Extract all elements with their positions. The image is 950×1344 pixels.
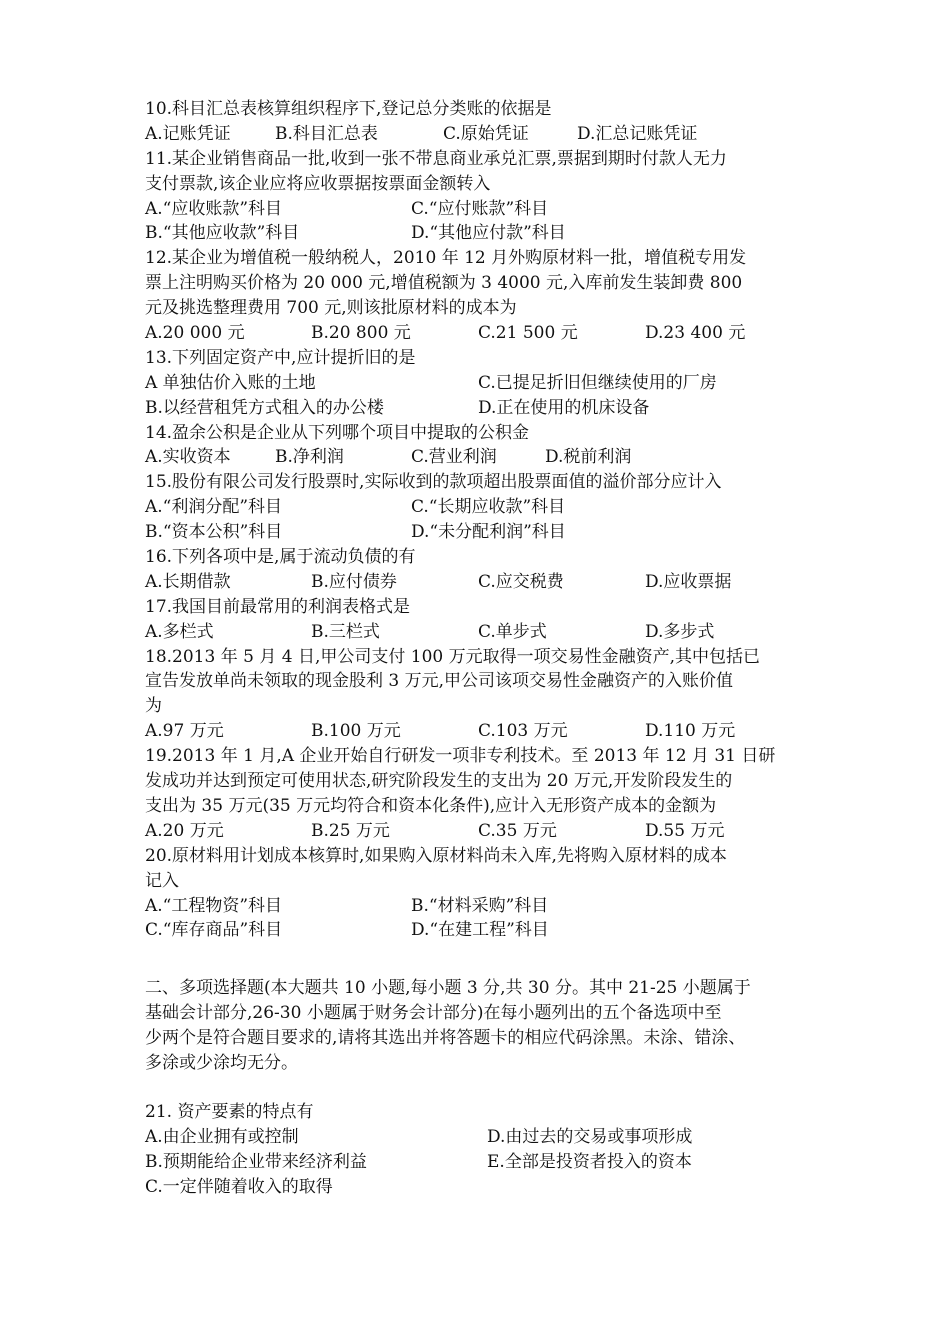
question-13-options-row-1	[145, 371, 815, 396]
question-19-stem-line-1: 19.2013 年 1 月,A 企业开始自行研发一项非专利技术。至 2013 年 12 月 31 日研	[145, 746, 776, 767]
question-11-stem-line-2: 支付票款,该企业应将应收票据按票面金额转入	[145, 173, 491, 194]
option-d: D.汇总记账凭证	[577, 123, 698, 144]
option-b: B.“其他应收款”科目	[145, 223, 300, 244]
section-gap	[145, 1076, 815, 1100]
option-d: D.正在使用的机床设备	[478, 397, 650, 418]
question-20-options-row-2	[145, 918, 815, 943]
question-21-stem: 21. 资产要素的特点有	[145, 1101, 314, 1122]
option-a: A.“利润分配”科目	[145, 497, 283, 518]
option-b: B.三栏式	[311, 621, 380, 642]
question-21-options-row-2	[145, 1150, 815, 1175]
question-15-stem: 15.股份有限公司发行股票时,实际收到的款项超出股票面值的溢价部分应计入	[145, 472, 722, 493]
option-d: D.“其他应付款”科目	[411, 223, 566, 244]
option-a: A.“应收账款”科目	[145, 198, 283, 219]
question-18-stem-line-1: 18.2013 年 5 月 4 日,甲公司支付 100 万元取得一项交易性金融资产,其中包括已	[145, 646, 761, 667]
option-d: D.“在建工程”科目	[411, 920, 549, 941]
option-c: C.35 万元	[478, 820, 557, 841]
option-a: A.实收资本	[145, 447, 231, 468]
section-2-heading-line-3: 少两个是符合题目要求的,请将其选出并将答题卡的相应代码涂黑。未涂、错涂、	[145, 1028, 746, 1049]
question-12-options	[145, 321, 815, 346]
option-d: D.多步式	[645, 621, 715, 642]
question-15-options-row-1	[145, 495, 815, 520]
option-a: A.多栏式	[145, 621, 214, 642]
option-e: E.全部是投资者投入的资本	[487, 1151, 692, 1172]
question-18-stem-line-2: 宣告发放单尚未领取的现金股利 3 万元,甲公司该项交易性金融资产的入账价值	[145, 671, 734, 692]
question-20-stem-line-2: 记入	[145, 870, 179, 891]
option-a: A.长期借款	[145, 571, 231, 592]
section-2-heading-line-1: 二、多项选择题(本大题共 10 小题,每小题 3 分,共 30 分。其中 21-25 小题属于	[145, 978, 751, 999]
question-20-options-row-1	[145, 894, 815, 919]
option-d: D.110 万元	[645, 721, 736, 742]
option-b: B.科目汇总表	[275, 123, 378, 144]
option-c: C.单步式	[478, 621, 547, 642]
question-15-options-row-2	[145, 520, 815, 545]
exam-content	[145, 97, 815, 1199]
question-11-options-row-2	[145, 221, 815, 246]
question-21-options-row-3	[145, 1175, 815, 1200]
option-c: C.103 万元	[478, 721, 568, 742]
question-16-options	[145, 570, 815, 595]
option-a: A.“工程物资”科目	[145, 895, 283, 916]
question-10-stem: 10.科目汇总表核算组织程序下,登记总分类账的依据是	[145, 99, 552, 119]
option-a: A.由企业拥有或控制	[145, 1126, 299, 1147]
option-c: C.“长期应收款”科目	[411, 497, 566, 518]
section-2-heading-line-2: 基础会计部分,26-30 小题属于财务会计部分)在每小题列出的五个备选项中至	[145, 1003, 722, 1024]
option-a: A 单独估价入账的土地	[145, 372, 316, 393]
option-c: C.“库存商品”科目	[145, 920, 283, 941]
option-c: C.21 500 元	[478, 323, 578, 344]
question-17-options	[145, 620, 815, 645]
option-a: A.20 000 元	[145, 323, 245, 344]
option-d: D.由过去的交易或事项形成	[487, 1126, 693, 1147]
option-b: B.净利润	[275, 447, 344, 468]
option-b: B.以经营租凭方式租入的办公楼	[145, 397, 384, 418]
question-17-stem: 17.我国目前最常用的利润表格式是	[145, 596, 411, 617]
question-18-stem-line-3: 为	[145, 696, 162, 717]
question-14-options	[145, 445, 815, 470]
option-b: B.25 万元	[311, 820, 390, 841]
option-b: B.应付债券	[311, 571, 397, 592]
question-20-stem-line-1: 20.原材料用计划成本核算时,如果购入原材料尚未入库,先将购入原材料的成本	[145, 845, 727, 866]
option-d: D.55 万元	[645, 820, 725, 841]
section-gap	[145, 943, 815, 976]
option-c: C.“应付账款”科目	[411, 198, 549, 219]
section-2-heading-line-4: 多涂或少涂均无分。	[145, 1052, 298, 1073]
option-d: D.“未分配利润”科目	[411, 522, 566, 543]
option-b: B.“资本公积”科目	[145, 522, 283, 543]
option-c: C.营业利润	[411, 447, 497, 468]
question-18-options	[145, 719, 815, 744]
option-a: A.97 万元	[145, 721, 224, 742]
question-21-options-row-1	[145, 1125, 815, 1150]
option-b: B.20 800 元	[311, 323, 411, 344]
question-16-stem: 16.下列各项中是,属于流动负债的有	[145, 547, 416, 568]
question-19-stem-line-3: 支出为 35 万元(35 万元均符合和资本化条件),应计入无形资产成本的金额为	[145, 795, 717, 816]
option-d: D.23 400 元	[645, 323, 746, 344]
question-19-options	[145, 819, 815, 844]
option-c: C.原始凭证	[443, 123, 529, 144]
option-c: C.应交税费	[478, 571, 564, 592]
question-19-stem-line-2: 发成功并达到预定可使用状态,研究阶段发生的支出为 20 万元,开发阶段发生的	[145, 771, 733, 792]
option-a: A.记账凭证	[145, 123, 231, 144]
option-b: B.“材料采购”科目	[411, 895, 549, 916]
question-13-stem: 13.下列固定资产中,应计提折旧的是	[145, 347, 416, 368]
question-14-stem: 14.盈余公积是企业从下列哪个项目中提取的公积金	[145, 422, 530, 443]
option-b: B.预期能给企业带来经济利益	[145, 1151, 367, 1172]
question-11-options-row-1	[145, 197, 815, 222]
question-10-options	[145, 122, 815, 147]
option-c: C.已提足折旧但继续使用的厂房	[478, 372, 717, 393]
question-12-stem-line-2: 票上注明购买价格为 20 000 元,增值税额为 3 4000 元,入库前发生装卸费 800	[145, 273, 743, 294]
option-b: B.100 万元	[311, 721, 401, 742]
question-11-stem-line-1: 11.某企业销售商品一批,收到一张不带息商业承兑汇票,票据到期时付款人无力	[145, 148, 727, 169]
option-d: D.税前利润	[545, 447, 632, 468]
question-12-stem-line-1: 12.某企业为增值税一般纳税人，2010 年 12 月外购原材料一批，增值税专用发	[145, 248, 747, 269]
option-a: A.20 万元	[145, 820, 224, 841]
question-13-options-row-2	[145, 396, 815, 421]
option-d: D.应收票据	[645, 571, 732, 592]
option-c: C.一定伴随着收入的取得	[145, 1176, 333, 1197]
question-12-stem-line-3: 元及挑选整理费用 700 元,则该批原材料的成本为	[145, 298, 517, 319]
